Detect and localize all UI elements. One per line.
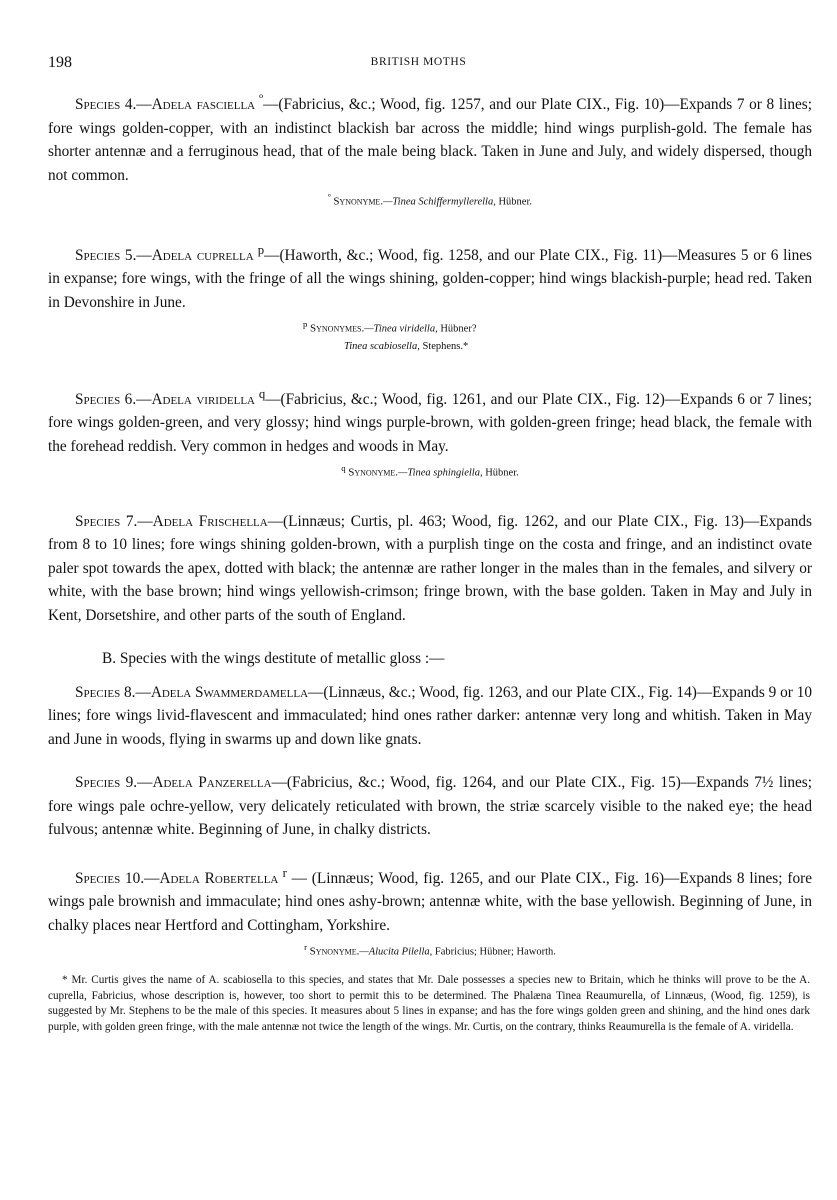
species-name: Adela Frischella [152,512,268,530]
synonym-line [48,316,812,338]
synonym-author: Fabricius; Hübner; Haworth. [432,946,556,958]
section-heading: B. Species with the wings destitute of metallic gloss :— [102,650,445,668]
synonym-mark: r [304,942,307,953]
species-description: —(Linnæus, &c.; Wood, fig. 1263, and our Plate CIX., Fig. 14)—Expands 9 or 10 lines; fore wings livid-flavescent and immaculated; hind ones rather darker: antennæ very long and whitish. Taken in May and June in woods, flying in swarms up and down like gnats. [48,683,813,748]
species-5-entry [48,239,812,315]
species-label: Species 8.— [75,683,151,701]
footnote-ref: º [255,92,264,106]
synonym-author: Stephens.* [419,340,469,352]
synonym-label: Synonymes. [310,322,365,335]
spacer [48,211,812,239]
species-4-entry [48,88,812,187]
synonym-text: —Tinea Schiffermyllerella, [383,196,496,208]
species-label: Species 10.— [75,869,160,887]
footnote-ref: p [253,242,265,257]
species-description: — (Linnæus; Wood, fig. 1265, and our Plate CIX., Fig. 16)—Expands 8 lines; fore wings pale brownish and immaculate; hind ones ashy-brown; antennæ white, with the base yellowish. Beginning of June, in chalky places near Hertford and Cottingham, Yorkshire. [48,869,812,934]
spacer [48,842,812,862]
species-description: —(Fabricius, &c.; Wood, fig. 1261, and our Plate CIX., Fig. 12)—Expands 6 or 7 lines; fore wings golden-green, and very glossy; hind wings purple-brown, with golden-green fringe; head black, the female with the forehead reddish. Very common in hedges and woods in May. [48,390,812,455]
synonym-text: —Tinea sphingiella, [398,467,483,479]
species-label: Species 6.— [75,390,152,408]
species-5-synonyms [48,316,812,355]
species-name: Adela Panzerella [152,774,272,792]
species-label: Species 7.— [75,512,153,530]
species-label: Species 5.— [75,246,152,264]
species-name: Adela Robertella [159,869,279,887]
synonym-author: Hübner. [482,467,519,479]
species-description: —(Fabricius, &c.; Wood, fig. 1264, and our Plate CIX., Fig. 15)—Expands 7½ lines; fore wings pale ochre-yellow, very delicately reticulated with brown, the striæ scarcely visible to the naked eye; the head fulvous; antennæ white. Beginning of June, in chalky districts. [48,774,812,839]
synonym-label: Synonyme. [333,195,384,208]
spacer [48,627,812,647]
species-10-entry [48,862,812,938]
spacer [48,355,812,383]
species-description: —(Haworth, &c.; Wood, fig. 1258, and our Plate CIX., Fig. 11)—Measures 5 or 6 lines in expanse; fore wings, with the fringe of all the wings shining, golden-copper; hind wings blackish-purple; head red. Taken in Devonshire in June. [48,246,812,311]
footnote: * Mr. Curtis gives the name of A. scabiosella to this species, and states that Mr. Dale possesses a species new to Britain, which he thinks will prove to be the A. cuprella, Fabricius, whose description is, however, too short to permit this to be determined. The Phalæna Tinea Reaumurella, of Linnæus, (Wood, fig. 1259), is suggested by Mr. Stephens to be the male of this species. It measures about 5 lines in expanse; and has the fore wings golden green and shining, and the hind ones dark purple, with golden green fringe, with the male antennæ not twice the length of the wings. Mr. Curtis, on the contrary, thinks Reaumurella is the female of A. viridella. [48,974,810,1033]
page-body [48,88,812,961]
species-description: —(Fabricius, &c.; Wood, fig. 1257, and our Plate CIX., Fig. 10)—Expands 7 or 8 lines; fore wings golden-copper, with an indistinct blackish bar across the middle; hind wings purplish-gold. The female has shorter antennæ and a ferruginous head, that of the male being black. Taken in June and July, and widely dispersed, though not common. [48,96,812,184]
species-name: Adela viridella [151,390,255,408]
species-6-entry [48,383,812,459]
page-header [48,54,789,74]
synonym-label: Synonyme. [309,945,360,958]
species-name: Adela Swammerdamella [150,683,309,701]
synonym-mark: p [303,319,308,330]
synonym-mark: º [327,192,331,203]
synonym-text: Tinea scabiosella, [344,340,420,352]
species-name: Adela fasciella [151,96,256,114]
species-label: Species 4.— [75,96,152,114]
synonym-text: —Tinea viridella, [364,323,438,335]
synonym-text: —Alucita Pilella, [359,946,433,958]
species-9-entry [48,771,812,842]
species-6-synonym [48,460,812,482]
synonym-line [48,338,812,355]
species-name: Adela cuprella [151,246,254,264]
running-head: BRITISH MOTHS [370,56,467,68]
spacer [48,751,812,771]
synonym-label: Synonyme. [348,466,398,479]
synonym-author: Hübner. [495,196,533,208]
page-number: 198 [48,54,72,71]
species-label: Species 9.— [75,774,153,792]
species-7-entry [48,510,812,628]
synonym-author: Hübner? [437,323,477,335]
footnote-ref: q [255,386,266,401]
species-description: —(Linnæus; Curtis, pl. 463; Wood, fig. 1262, and our Plate CIX., Fig. 13)—Expands from 8 to 10 lines; fore wings shining golden-brown, with a purplish tinge on the costa and fringe, and an indistinct ovate paler spot towards the apex, dotted with black; the antennæ are rather longer in the males than in the females, and silvery or white, with the base brown; hind wings yellowish-crimson; fringe brown, with the base golden. Taken in May and July in Kent, Dorsetshire, and other parts of the south of England. [48,512,812,624]
footnote-ref: r [278,865,287,880]
spacer [48,482,812,510]
synonym-mark: q [341,463,346,474]
species-10-synonym [48,939,812,961]
species-8-entry [48,681,812,752]
spacer [48,671,812,681]
species-4-synonym [48,189,812,211]
